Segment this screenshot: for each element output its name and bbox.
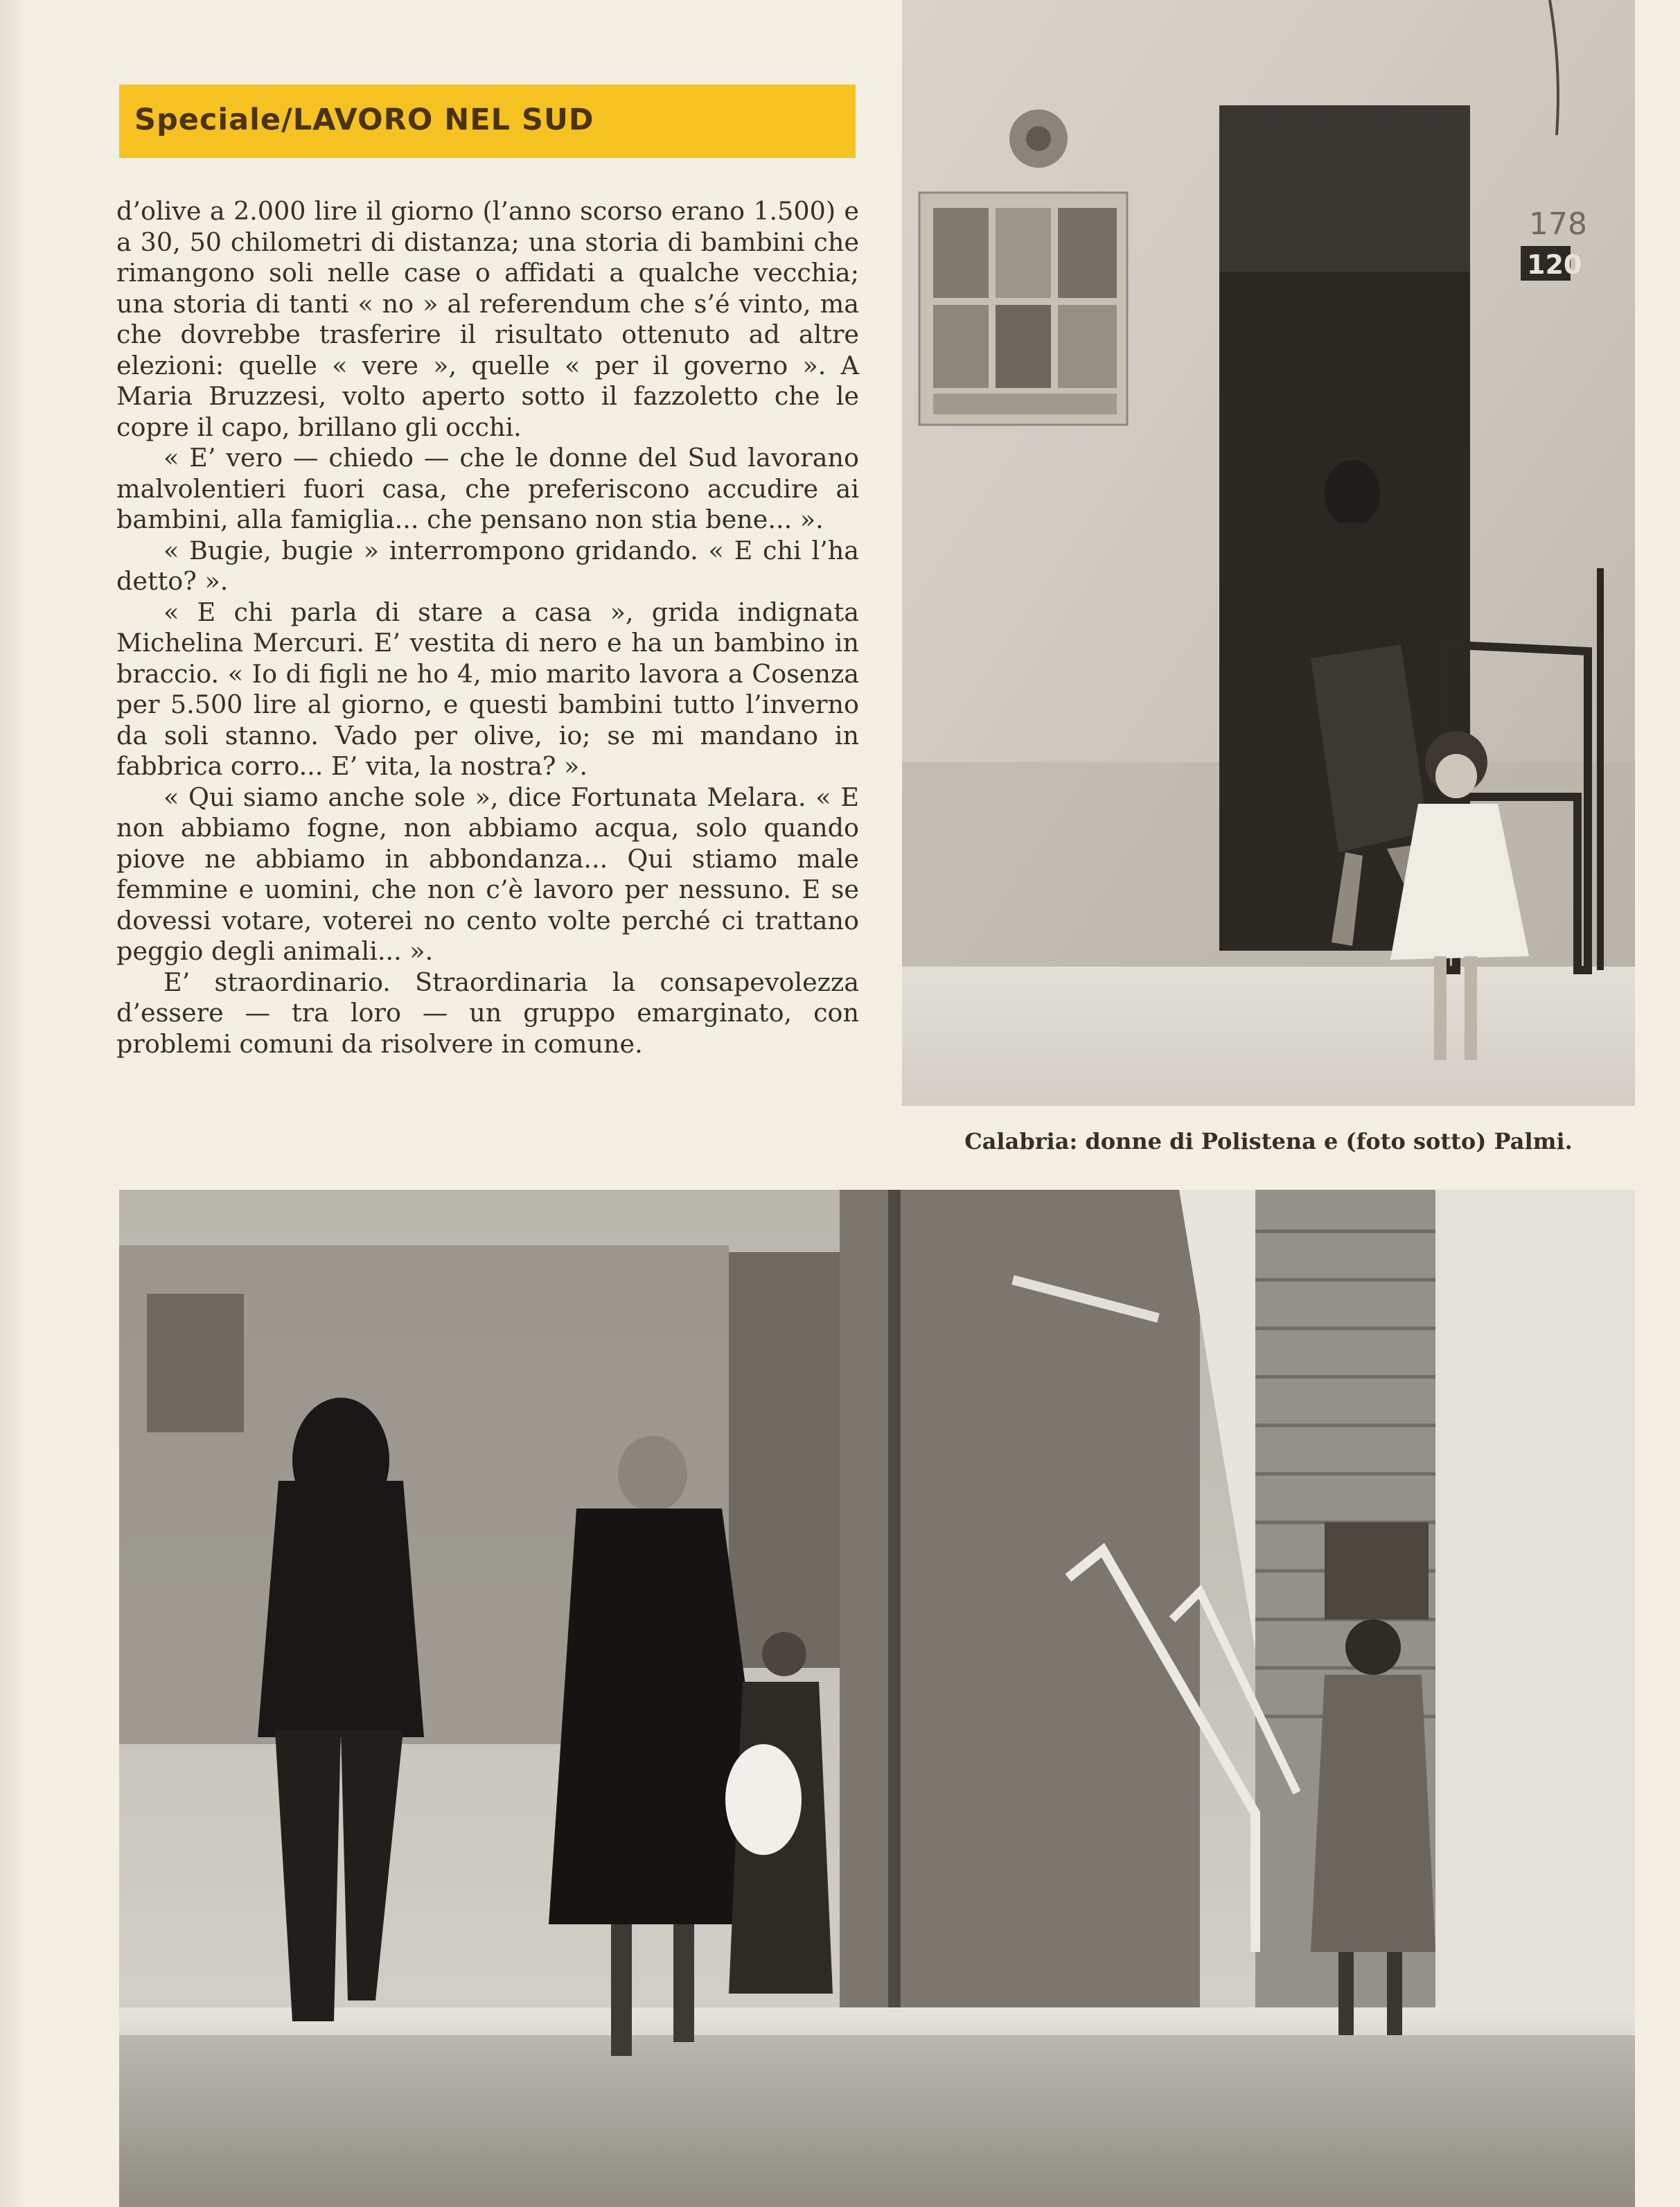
article-paragraph: « Bugie, bugie » interrompono gridando. « E chi l’ha detto? ». <box>116 535 859 596</box>
article-paragraph: « E’ vero — chiedo — che le donne del Sud lavorano malvolentieri fuori casa, che preferiscono accudire ai bambini, alla famiglia... che pensano non stia bene... ». <box>116 443 859 534</box>
child-leg <box>1465 956 1477 1060</box>
child-leg <box>1434 956 1447 1060</box>
article-paragraph: « E chi parla di stare a casa », grida indignata Michelina Mercuri. E’ vestita di nero e ha un bambino in braccio. « Io di figli ne ho 4, mio marito lavora a Cosenza per 5.500 lire al giorno, e questi bambini tutto l’inverno da soli stanno. Vado per olive, io; se mi mandano in fabbrica corro... E’ vita, la nostra? ». <box>116 597 859 781</box>
house-number-old: 178 <box>1529 206 1587 242</box>
article-body <box>116 196 859 1059</box>
photo-caption: Calabria: donne di Polistena e (foto sotto) Palmi. <box>964 1128 1573 1154</box>
poster-image <box>1058 305 1117 388</box>
rosette-center <box>1026 126 1051 151</box>
building-wall <box>729 1252 854 1668</box>
woman-figure <box>1325 460 1380 527</box>
ground <box>902 967 1635 1106</box>
poster-strip <box>933 394 1117 414</box>
article-paragraph: « Qui siamo anche sole », dice Fortunata Melara. « E non abbiamo fogne, non abbiamo acqua, solo quando piove ne abbiamo in abbondanza... Qui stiamo male femmine e uomini, che non c’è lavoro per nessuno. E se dovessi votare, voterei no cento volte perché ci trattano peggio degli animali... ». <box>116 782 859 966</box>
basket-woman-leg <box>1387 1952 1402 2035</box>
house-number-plate-text: 120 <box>1527 249 1582 280</box>
child-face <box>1435 754 1477 798</box>
photo-street-drawing <box>119 1190 1635 2207</box>
man-figure <box>762 1632 806 1676</box>
old-woman-leg <box>611 1924 632 2056</box>
basket-woman-leg <box>1338 1952 1354 2035</box>
basket-woman-body <box>1311 1675 1435 1952</box>
white-bag <box>725 1744 802 1855</box>
article-paragraph: d’olive a 2.000 lire il giorno (l’anno scorso erano 1.500) e a 30, 50 chilometri di distanza; una storia di bambini che rimangono soli nelle case o affidati a qualche vecchia; una storia di tanti « no » al referendum che s’é vinto, ma che dovrebbe trasferire il risultato ottenuto ad altre elezioni: quelle « vere », quelle « per il governo ». A Maria Bruzzesi, volto aperto sotto il fazzoletto che le copre il capo, brillano gli occhi. <box>116 196 859 442</box>
section-label: Speciale/LAVORO NEL SUD <box>134 103 594 137</box>
photo-doorway-drawing <box>902 0 1635 1106</box>
road-shadow <box>119 2035 1635 2207</box>
poster-image <box>1058 208 1117 298</box>
old-woman-leg <box>673 1924 694 2042</box>
doorway-top <box>1219 105 1470 272</box>
photo-street-palmi <box>119 1190 1635 2207</box>
poster-image <box>933 305 989 388</box>
pole <box>888 1190 901 2021</box>
old-woman-figure <box>618 1436 687 1512</box>
poster-image <box>996 208 1051 298</box>
basket-woman-figure <box>1345 1619 1401 1675</box>
poster-image <box>996 305 1051 388</box>
poster-image <box>933 208 989 298</box>
woman-left-body <box>258 1481 424 1737</box>
basket <box>1325 1522 1429 1619</box>
page-gutter <box>0 0 26 2207</box>
photo-doorway-polistena <box>902 0 1635 1106</box>
section-banner <box>119 85 856 158</box>
window <box>147 1294 244 1432</box>
right-wall <box>1435 1190 1635 2091</box>
article-paragraph: E’ straordinario. Straordinaria la consapevolezza d’essere — tra loro — un gruppo emarginato, con problemi comuni da risolvere in comune. <box>116 967 859 1059</box>
